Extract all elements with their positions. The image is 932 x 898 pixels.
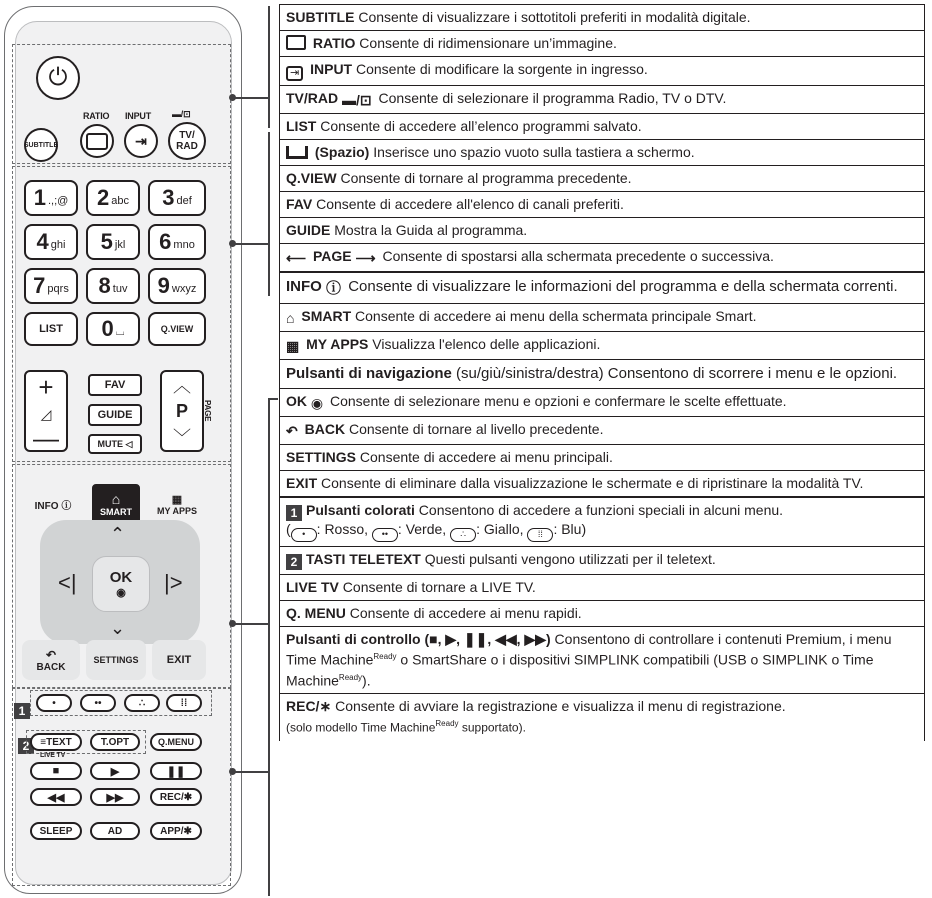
space-icon	[286, 146, 308, 159]
group1-label: 1	[14, 703, 30, 719]
ratio-icon	[86, 133, 108, 150]
desc-control: Pulsanti di controllo (■, ▶, ❚❚, ◀◀, ▶▶) Consentono di controllare i contenuti Premium, i menu Time Machine$^{Ready}$ o SmartShare o i dispositivi SIMPLINK compatibili (USB o SIMPLINK o Time Machine$^{Ready}$).	[280, 627, 924, 694]
app-button[interactable]: APP/✱	[150, 822, 202, 840]
group1-marker: 1	[286, 505, 302, 521]
desc-livetv: LIVE TV Consente di tornare a LIVE TV.	[280, 575, 924, 601]
power-button[interactable]	[36, 56, 80, 100]
num-key-0[interactable]: 0 ⌴	[86, 312, 140, 346]
num-key-6[interactable]: 6 mno	[148, 224, 206, 260]
nav-right-icon[interactable]: |>	[164, 570, 183, 595]
desc-qview: Q.VIEW Consente di tornare al programma precedente.	[280, 166, 924, 192]
yellow-button[interactable]: ∴	[124, 694, 160, 712]
desc-ok: OK ◉ Consente di selezionare menu e opzioni e confermare le scelte effettuate.	[280, 389, 924, 417]
num-key-9[interactable]: 9 wxyz	[148, 268, 206, 304]
myapps-button[interactable]: ▦ MY APPS	[156, 493, 197, 516]
rec-button[interactable]: REC/✱	[150, 788, 202, 806]
stop-button[interactable]	[30, 762, 82, 780]
input-icon: ⇥	[135, 132, 147, 149]
desc-smart: ⌂ SMART Consente di accedere ai menu della schermata principale Smart.	[280, 304, 924, 332]
group-bottom-dashed	[12, 688, 231, 886]
desc-exit: EXIT Consente di eliminare dalla visualizzazione le schermate e di ripristinare la modalità TV.	[280, 471, 924, 497]
callout-line-2	[234, 243, 268, 245]
num-key-8[interactable]: 8 tuv	[86, 268, 140, 304]
subtitle-button[interactable]: SUBTITLE	[24, 128, 58, 162]
desc-input: ⇥ INPUT Consente di modificare la sorgente in ingresso.	[280, 57, 924, 86]
section-navigation	[279, 272, 925, 497]
qview-button[interactable]: Q.VIEW	[148, 312, 206, 346]
volume-rocker[interactable]	[24, 370, 68, 452]
desc-nav: Pulsanti di navigazione (su/giù/sinistra/destra) Consentono di scorrere i menu e le opzioni.	[280, 360, 924, 389]
callout-bracket-2	[268, 132, 270, 296]
guide-button[interactable]: GUIDE	[88, 404, 142, 426]
topt-button[interactable]: T.OPT	[90, 733, 140, 751]
desc-colored: 1 Pulsanti colorati Consentono di accedere a funzioni speciali in alcuni menu. ( • : Rosso, •• : Verde, ∴ : Giallo, ⁞⁞ : Blu)	[280, 498, 924, 547]
text-button[interactable]: ≡TEXT	[30, 733, 82, 751]
desc-info: INFO ⓘ Consente di visualizzare le informazioni del programma e della schermata correnti.	[280, 273, 924, 304]
blue-key-icon: ⁞⁞	[527, 528, 553, 542]
group2-marker: 2	[286, 554, 302, 570]
apps-grid-icon: ▦	[171, 493, 183, 506]
callout-bracket-4	[268, 618, 270, 896]
rewind-icon: ◀◀	[47, 791, 65, 804]
num-key-5[interactable]: 5 jkl	[86, 224, 140, 260]
fav-button[interactable]: FAV	[88, 374, 142, 396]
desc-space: (Spazio) Inserisce uno spazio vuoto sulla tastiera a schermo.	[280, 140, 924, 166]
forward-icon: ▶▶	[106, 791, 124, 804]
ok-dot-icon: ◉	[116, 587, 126, 599]
settings-button[interactable]: SETTINGS	[86, 640, 146, 680]
desc-settings: SETTINGS Consente di accedere ai menu principali.	[280, 445, 924, 471]
ratio-icon	[286, 35, 306, 50]
callout-bracket-3	[268, 398, 270, 624]
program-rocker[interactable]: ︿ P ﹀	[160, 370, 204, 452]
desc-back: ↶ BACK Consente di tornare al livello precedente.	[280, 417, 924, 445]
page-left-arrow-icon: ⟵	[286, 250, 307, 266]
home-icon: ⌂	[111, 491, 121, 507]
desc-myapps: ▦ MY APPS Visualizza l'elenco delle applicazioni.	[280, 332, 924, 360]
desc-tvrad: TV/RAD ▬/⊡ Consente di selezionare il programma Radio, TV o DTV.	[280, 86, 924, 114]
pause-icon: ❚❚	[166, 765, 186, 778]
blue-button[interactable]: ⁞⁞	[166, 694, 202, 712]
input-icon: ⇥	[286, 66, 303, 81]
section-top-keys	[279, 4, 925, 114]
forward-button[interactable]	[90, 788, 140, 806]
tv-radio-icon: ▬/⊡	[342, 92, 372, 108]
ok-button[interactable]: OK ◉	[92, 556, 150, 612]
rewind-button[interactable]	[30, 788, 82, 806]
callout-line-1	[234, 97, 268, 99]
desc-ratio: RATIO Consente di ridimensionare un’immagine.	[280, 31, 924, 57]
callout-line-3b	[268, 398, 278, 400]
yellow-key-icon: ∴	[450, 528, 476, 542]
section-number-keys	[279, 114, 925, 272]
ratio-label: RATIO	[83, 111, 110, 121]
desc-teletext: 2 TASTI TELETEXT Questi pulsanti vengono utilizzati per il teletext.	[280, 547, 924, 575]
callout-bracket-1	[268, 6, 270, 128]
num-key-1[interactable]: 1 .,;@	[24, 180, 78, 216]
red-button[interactable]: •	[36, 694, 72, 712]
num-key-4[interactable]: 4 ghi	[24, 224, 78, 260]
play-icon: ▶	[110, 765, 120, 778]
group2-label: 2	[18, 738, 34, 754]
qmenu-button[interactable]: Q.MENU	[150, 733, 202, 751]
nav-left-icon[interactable]: <|	[58, 570, 77, 595]
input-button[interactable]	[124, 124, 158, 158]
desc-qmenu: Q. MENU Consente di accedere ai menu rapidi.	[280, 601, 924, 627]
back-arrow-icon: ↶	[286, 423, 298, 439]
num-key-2[interactable]: 2 abc	[86, 180, 140, 216]
info-button[interactable]: INFO ⓘ	[34, 500, 72, 512]
back-button[interactable]: ↶ BACK	[22, 640, 80, 680]
livetv-label: LIVE TV	[40, 752, 66, 759]
page-right-arrow-icon: ⟶	[355, 250, 376, 266]
input-label: INPUT	[125, 111, 152, 121]
list-button[interactable]: LIST	[24, 312, 78, 346]
pause-button[interactable]	[150, 762, 202, 780]
program-down-icon: ﹀	[173, 428, 191, 448]
tvrad-button[interactable]: TV/ RAD	[168, 122, 206, 160]
desc-fav: FAV Consente di accedere all'elenco di canali preferiti.	[280, 192, 924, 218]
desc-rec: REC/∗ Consente di avviare la registrazione e visualizza il menu di registrazione. (solo modello Time Machine$^{Ready}$ supportato).	[286, 698, 786, 735]
description-panel	[279, 4, 925, 741]
volume-icon: ◿	[40, 405, 52, 422]
exit-button[interactable]: EXIT	[152, 640, 206, 680]
num-key-3[interactable]: 3 def	[148, 180, 206, 216]
ok-dot-icon: ◉	[310, 395, 324, 411]
home-icon: ⌂	[286, 310, 295, 326]
num-key-7[interactable]: 7 pqrs	[24, 268, 78, 304]
desc-guide: GUIDE Mostra la Guida al programma.	[280, 218, 924, 244]
mute-button[interactable]: MUTE ◁	[88, 434, 142, 454]
stop-icon: ■	[52, 765, 60, 777]
callout-line-4	[234, 771, 268, 773]
smart-button[interactable]: ⌂ SMART	[92, 484, 140, 524]
section-bottom-keys	[279, 497, 925, 741]
tvrad-icon-label: ▬/⊡	[172, 109, 191, 119]
play-button[interactable]	[90, 762, 140, 780]
page-label: PAGE	[203, 400, 212, 422]
red-key-icon: •	[291, 528, 317, 542]
apps-grid-icon: ▦	[286, 338, 300, 354]
sleep-button[interactable]: SLEEP	[30, 822, 82, 840]
callout-line-3	[234, 623, 268, 625]
program-up-icon: ︿	[173, 376, 191, 396]
green-button[interactable]: ••	[80, 694, 116, 712]
nav-up-icon[interactable]: ⌃	[110, 524, 126, 544]
volume-down-icon: —	[33, 423, 59, 453]
ad-button[interactable]: AD	[90, 822, 140, 840]
desc-page: ⟵ PAGE ⟶ Consente di spostarsi alla schermata precedente o successiva.	[280, 244, 924, 272]
desc-list: LIST Consente di accedere all’elenco programmi salvato.	[280, 114, 924, 140]
back-arrow-icon: ↶	[45, 647, 57, 662]
power-icon: ⏻	[48, 64, 68, 91]
info-icon: ⓘ	[326, 280, 342, 297]
green-key-icon: ••	[372, 528, 398, 542]
ratio-button[interactable]	[80, 124, 114, 158]
desc-subtitle: SUBTITLE Consente di visualizzare i sottotitoli preferiti in modalità digitale.	[280, 5, 924, 31]
volume-up-icon: +	[38, 372, 54, 402]
nav-down-icon[interactable]: ⌄	[110, 618, 126, 638]
